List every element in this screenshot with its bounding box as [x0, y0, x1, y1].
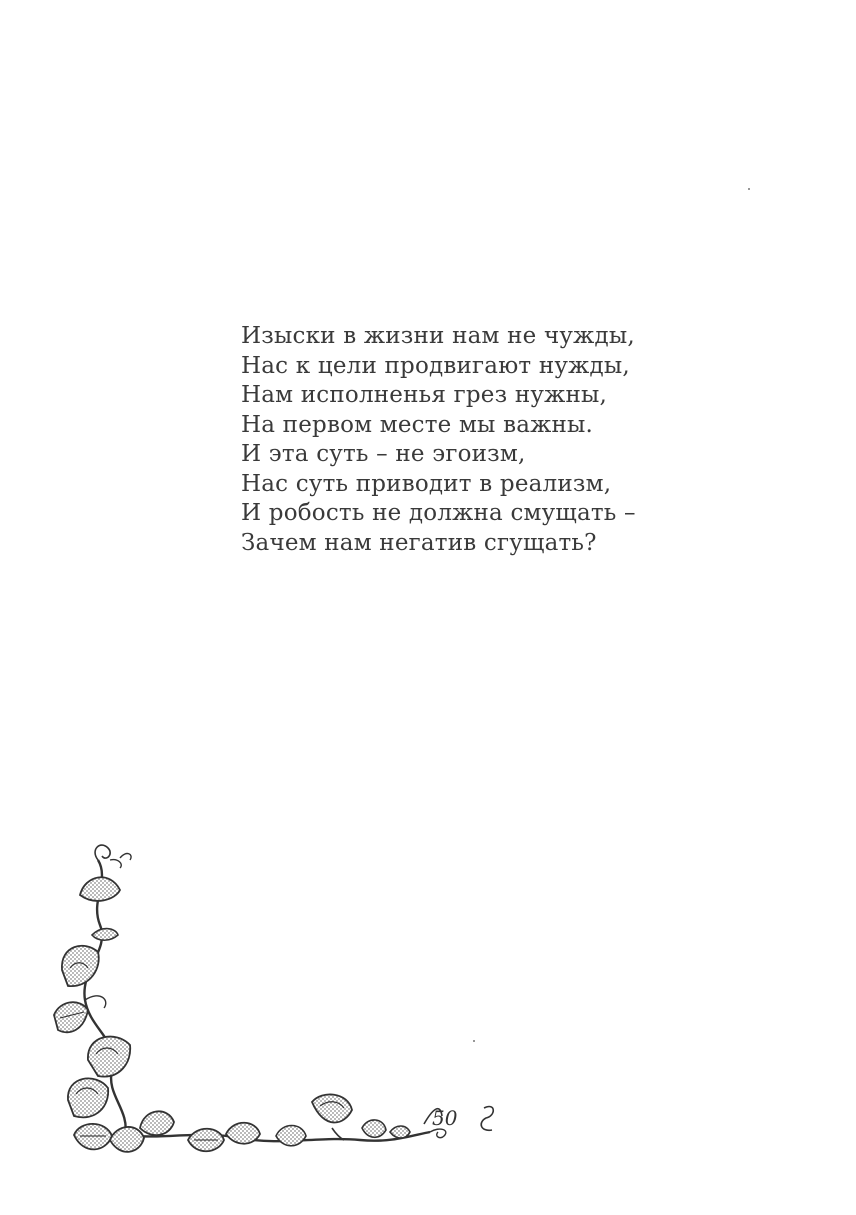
leaf: [140, 1111, 174, 1135]
leaf: [54, 1002, 88, 1032]
poem-line: И робость не должна смущать –: [241, 500, 636, 526]
page-number: 50: [432, 1106, 458, 1130]
flourish: [481, 1107, 493, 1131]
poem-line: Изыски в жизни нам не чужды,: [241, 323, 635, 349]
tendril: [95, 845, 110, 860]
poem: [241, 322, 636, 558]
tendril: [430, 1129, 446, 1138]
flower-bud: [92, 929, 118, 941]
morning-glory-flower: [62, 946, 99, 986]
poem-line: И эта суть – не эгоизм,: [241, 441, 526, 467]
poem-line: Нам исполненья грез нужны,: [241, 382, 607, 408]
poem-line: Зачем нам негатив сгущать?: [241, 529, 597, 556]
morning-glory-flower: [68, 1078, 108, 1117]
poem-line: На первом месте мы важны.: [241, 411, 594, 438]
leaf: [362, 1120, 386, 1137]
morning-glory-flower: [88, 1037, 130, 1077]
tendril: [85, 996, 106, 1008]
scan-speck: [748, 188, 750, 190]
tendril: [110, 854, 131, 868]
flower-bud: [390, 1126, 410, 1138]
leaf: [74, 1124, 112, 1150]
poem-line: Нас суть приводит в реализм,: [241, 470, 612, 497]
poem-line: Нас к цели продвигают нужды,: [241, 352, 630, 379]
flower-bud: [80, 877, 120, 901]
morning-glory-flower: [312, 1094, 352, 1122]
leaf: [110, 1127, 144, 1152]
leaf: [226, 1123, 260, 1144]
leaf: [276, 1126, 306, 1146]
